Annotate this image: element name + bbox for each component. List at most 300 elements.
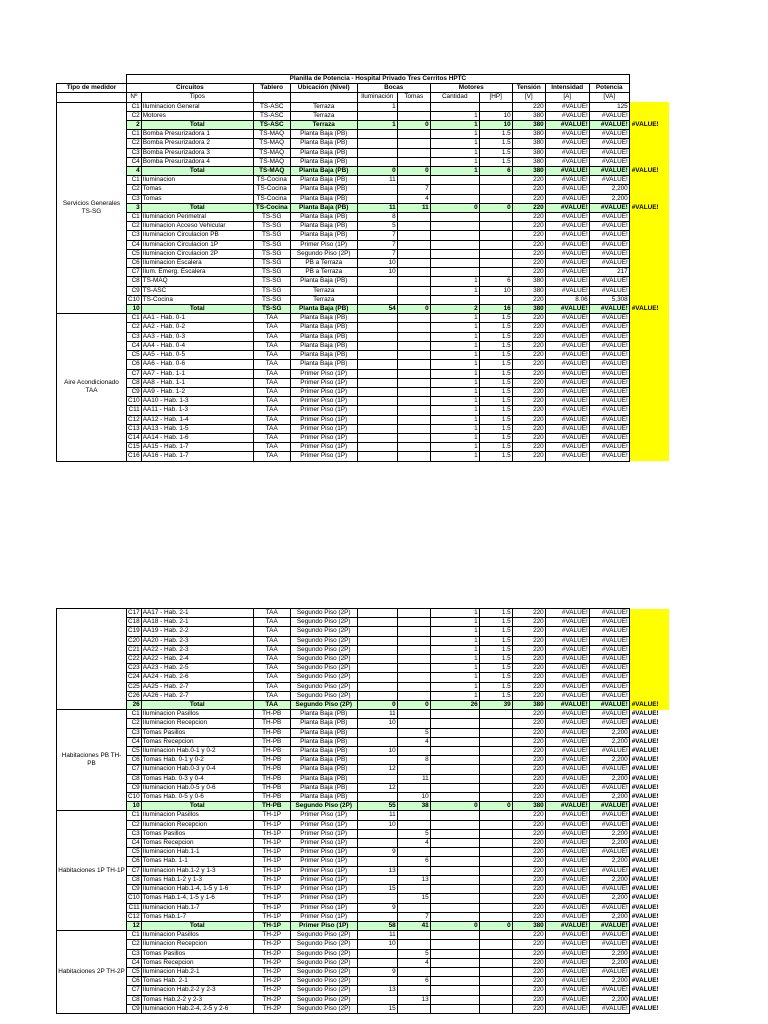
motor-count-cell: [430, 222, 479, 231]
panel-cell: TH-1P: [253, 839, 290, 848]
circuit-type-cell: Tomas Recepcion: [141, 958, 253, 967]
power-outlets-cell: [397, 231, 430, 240]
panel-cell: TH-PB: [253, 765, 290, 774]
current-cell: #VALUE!: [545, 360, 589, 369]
location-cell: Primer Piso (1P): [290, 240, 357, 249]
power-outlets-cell: [397, 406, 430, 415]
motor-hp-cell: 1.5: [479, 406, 512, 415]
motor-hp-cell: [479, 728, 512, 737]
motor-hp-cell: 1.5: [479, 673, 512, 682]
panel-cell: TS-SG: [253, 268, 290, 277]
location-cell: Planta Baja (PB): [290, 710, 357, 719]
voltage-cell: 220: [512, 682, 545, 691]
circuit-number-cell: 3: [127, 203, 142, 212]
lighting-outlets-cell: [357, 406, 397, 415]
motor-hp-cell: [479, 747, 512, 756]
motor-hp-cell: [479, 710, 512, 719]
lighting-outlets-cell: 7: [357, 249, 397, 258]
power-outlets-cell: [397, 811, 430, 820]
panel-cell: TH-2P: [253, 986, 290, 995]
current-cell: #VALUE!: [545, 940, 589, 949]
circuit-number-cell: C18: [128, 618, 140, 626]
circuit-type-cell: AA14 - Hab. 1-6: [141, 433, 253, 442]
circuit-number-cell: C9: [127, 885, 142, 894]
motor-hp-cell: [479, 793, 512, 802]
motor-count-cell: [430, 793, 479, 802]
table-row: [57, 839, 670, 848]
subheader-tomas: Tomas: [397, 93, 430, 102]
lighting-outlets-cell: [357, 148, 397, 157]
power-outlets-cell: [397, 885, 430, 894]
circuit-type-cell: AA24 - Hab. 2-6: [141, 673, 253, 682]
panel-cell: TH-PB: [253, 737, 290, 746]
subheader-v: [V]: [512, 93, 545, 102]
circuit-number-cell: C8: [127, 774, 142, 783]
power-outlets-cell: [397, 387, 430, 396]
panel-cell: TH-1P: [253, 921, 290, 930]
lighting-outlets-cell: [357, 839, 397, 848]
table-row: [57, 378, 670, 387]
panel-cell: TAA: [253, 655, 290, 664]
motor-hp-cell: [479, 737, 512, 746]
voltage-cell: 220: [512, 977, 545, 986]
voltage-cell: 220: [512, 811, 545, 820]
circuit-type-cell: AA10 - Hab. 1-3: [141, 397, 253, 406]
table-row: [57, 424, 670, 433]
circuit-number-cell: C4: [127, 157, 142, 166]
voltage-cell: 380: [512, 157, 545, 166]
motor-count-cell: 1: [430, 341, 479, 350]
circuit-type-cell: Iluminacion Recepcion: [141, 719, 253, 728]
voltage-cell: 220: [512, 627, 545, 636]
table-row: [57, 949, 670, 958]
power-outlets-cell: [397, 424, 430, 433]
power-cell: 2,200: [589, 912, 629, 921]
power-cell: 5,308: [589, 295, 629, 304]
power-outlets-cell: 7: [397, 912, 430, 921]
panel-cell: TAA: [253, 332, 290, 341]
overflow-value-cell: #VALUE!: [631, 756, 659, 764]
motor-count-cell: [430, 737, 479, 746]
current-cell: #VALUE!: [545, 609, 589, 618]
overflow-value-cell: [629, 295, 669, 304]
circuit-type-cell: AA11 - Hab. 1-3: [141, 406, 253, 415]
location-cell: Segundo Piso (2P): [290, 977, 357, 986]
circuit-type-cell: AA18 - Hab. 2-1: [141, 618, 253, 627]
panel-cell: TS-Cocina: [253, 176, 290, 185]
voltage-cell: 380: [512, 802, 545, 811]
circuit-type-cell: AA25 - Hab. 2-7: [141, 682, 253, 691]
circuit-number-cell: C14: [128, 433, 140, 441]
circuit-type-cell: Iluminacion Hab.0-3 y 0-4: [141, 765, 253, 774]
location-cell: Planta Baja (PB): [290, 277, 357, 286]
power-outlets-cell: 5: [397, 829, 430, 838]
lighting-outlets-cell: 9: [357, 967, 397, 976]
motor-count-cell: [430, 986, 479, 995]
location-cell: Primer Piso (1P): [290, 811, 357, 820]
current-cell: #VALUE!: [545, 194, 589, 203]
lighting-outlets-cell: 0: [357, 167, 397, 176]
voltage-cell: 220: [512, 194, 545, 203]
table-row: [57, 130, 670, 139]
power-outlets-cell: 8: [397, 756, 430, 765]
power-cell: #VALUE!: [589, 121, 629, 130]
motor-hp-cell: [479, 829, 512, 838]
motor-count-cell: 1: [430, 618, 479, 627]
circuit-number-cell: C2: [127, 111, 142, 120]
circuit-number-cell: C11: [128, 406, 140, 414]
voltage-cell: 220: [512, 958, 545, 967]
circuit-number-cell: C26: [128, 691, 140, 699]
motor-count-cell: 26: [430, 701, 479, 710]
current-cell: #VALUE!: [545, 323, 589, 332]
location-cell: Terraza: [290, 111, 357, 120]
motor-hp-cell: [479, 185, 512, 194]
motor-hp-cell: [479, 811, 512, 820]
motor-count-cell: 1: [430, 452, 479, 461]
overflow-value-cell: [629, 636, 669, 645]
motor-count-cell: [430, 728, 479, 737]
location-cell: Planta Baja (PB): [290, 360, 357, 369]
location-cell: Primer Piso (1P): [290, 921, 357, 930]
motor-hp-cell: 1.5: [479, 415, 512, 424]
panel-cell: TH-2P: [253, 958, 290, 967]
motor-hp-cell: 1.5: [479, 378, 512, 387]
lighting-outlets-cell: 10: [357, 820, 397, 829]
motor-hp-cell: [479, 875, 512, 884]
circuit-number-cell: 26: [127, 701, 142, 710]
motor-hp-cell: [479, 885, 512, 894]
power-cell: #VALUE!: [589, 848, 629, 857]
power-cell: #VALUE!: [589, 157, 629, 166]
power-cell: #VALUE!: [589, 148, 629, 157]
location-cell: Primer Piso (1P): [290, 406, 357, 415]
lighting-outlets-cell: 58: [357, 921, 397, 930]
lighting-outlets-cell: [357, 194, 397, 203]
overflow-value-cell: [629, 213, 669, 222]
motor-hp-cell: 1.5: [479, 341, 512, 350]
lighting-outlets-cell: [357, 443, 397, 452]
voltage-cell: 220: [512, 774, 545, 783]
power-outlets-cell: [397, 452, 430, 461]
panel-cell: TAA: [253, 323, 290, 332]
panel-cell: TH-PB: [253, 774, 290, 783]
lighting-outlets-cell: [357, 277, 397, 286]
power-cell: #VALUE!: [589, 213, 629, 222]
power-outlets-cell: [397, 609, 430, 618]
motor-count-cell: 0: [430, 921, 479, 930]
overflow-value-cell: #VALUE!: [631, 949, 659, 957]
power-cell: 2,200: [589, 839, 629, 848]
lighting-outlets-cell: 55: [357, 802, 397, 811]
location-cell: Primer Piso (1P): [290, 387, 357, 396]
current-cell: #VALUE!: [545, 931, 589, 940]
table-row: [57, 894, 670, 903]
current-cell: #VALUE!: [545, 783, 589, 792]
overflow-value-cell: [629, 433, 669, 442]
motor-hp-cell: 1.5: [479, 424, 512, 433]
header-tension: Tensión: [512, 84, 545, 93]
table-row: [57, 940, 670, 949]
circuit-number-cell: C5: [127, 967, 142, 976]
panel-cell: TAA: [253, 452, 290, 461]
motor-hp-cell: 1.5: [479, 360, 512, 369]
table-row: [57, 351, 670, 360]
motor-count-cell: 1: [430, 664, 479, 673]
power-cell: 2,200: [589, 958, 629, 967]
overflow-value-cell: [629, 130, 669, 139]
location-cell: Planta Baja (PB): [290, 719, 357, 728]
table-row: [57, 931, 670, 940]
circuit-type-cell: TS-Cocina: [141, 295, 253, 304]
overflow-value-cell: [629, 415, 669, 424]
circuit-type-cell: TS-MAQ: [141, 277, 253, 286]
circuit-type-cell: Iluminacion Circulacion 2P: [141, 249, 253, 258]
circuit-type-cell: Tomas Pasillos: [141, 949, 253, 958]
power-outlets-cell: [397, 986, 430, 995]
current-cell: #VALUE!: [545, 148, 589, 157]
current-cell: #VALUE!: [545, 314, 589, 323]
circuit-type-cell: Iluminacion Pasillos: [141, 710, 253, 719]
panel-cell: TAA: [253, 424, 290, 433]
current-cell: #VALUE!: [545, 728, 589, 737]
circuit-number-cell: C3: [127, 949, 142, 958]
power-cell: #VALUE!: [589, 332, 629, 341]
lighting-outlets-cell: [357, 332, 397, 341]
lighting-outlets-cell: [357, 378, 397, 387]
current-cell: #VALUE!: [545, 415, 589, 424]
voltage-cell: 220: [512, 636, 545, 645]
table-row: [57, 222, 670, 231]
motor-hp-cell: [479, 995, 512, 1004]
power-outlets-cell: [397, 848, 430, 857]
motor-count-cell: [430, 747, 479, 756]
header-ubicacion: Ubicación (Nivel): [290, 84, 357, 93]
voltage-cell: 220: [512, 783, 545, 792]
location-cell: Planta Baja (PB): [290, 783, 357, 792]
overflow-value-cell: #VALUE!: [631, 977, 659, 985]
current-cell: #VALUE!: [545, 341, 589, 350]
motor-count-cell: 1: [430, 351, 479, 360]
lighting-outlets-cell: [357, 673, 397, 682]
circuit-number-cell: C24: [128, 673, 140, 681]
voltage-cell: 220: [512, 102, 545, 111]
total-row: [57, 167, 670, 176]
table-row: [57, 793, 670, 802]
table-row: [57, 728, 670, 737]
motor-count-cell: [430, 866, 479, 875]
panel-cell: TS-MAQ: [253, 130, 290, 139]
location-cell: Segundo Piso (2P): [290, 636, 357, 645]
lighting-outlets-cell: [357, 774, 397, 783]
table-row: [57, 618, 670, 627]
circuit-type-cell: Iluminacion Circulacion 1P: [141, 240, 253, 249]
overflow-value-cell: #VALUE!: [631, 866, 659, 874]
location-cell: Planta Baja (PB): [290, 351, 357, 360]
circuit-number-cell: C2: [127, 820, 142, 829]
motor-count-cell: 1: [430, 121, 479, 130]
table-row: [57, 295, 670, 304]
lighting-outlets-cell: 9: [357, 848, 397, 857]
location-cell: Planta Baja (PB): [290, 185, 357, 194]
power-outlets-cell: [397, 139, 430, 148]
motor-hp-cell: 6: [479, 277, 512, 286]
table-row: [57, 157, 670, 166]
panel-cell: TS-SG: [253, 277, 290, 286]
location-cell: PB a Terraza: [290, 259, 357, 268]
panel-cell: TH-2P: [253, 1004, 290, 1013]
circuit-type-cell: AA13 - Hab. 1-5: [141, 424, 253, 433]
overflow-value-cell: [629, 609, 669, 618]
circuit-type-cell: Iluminacion Pasillos: [141, 811, 253, 820]
overflow-value-cell: #VALUE!: [631, 894, 659, 902]
lighting-outlets-cell: [357, 793, 397, 802]
power-cell: #VALUE!: [589, 341, 629, 350]
current-cell: #VALUE!: [545, 820, 589, 829]
power-cell: #VALUE!: [589, 387, 629, 396]
location-cell: Planta Baja (PB): [290, 139, 357, 148]
motor-hp-cell: [479, 213, 512, 222]
lighting-outlets-cell: [357, 609, 397, 618]
motor-count-cell: 1: [430, 609, 479, 618]
current-cell: #VALUE!: [545, 664, 589, 673]
overflow-value-cell: [629, 406, 669, 415]
power-cell: #VALUE!: [589, 719, 629, 728]
lighting-outlets-cell: 9: [357, 903, 397, 912]
overflow-value-cell: [629, 240, 669, 249]
motor-count-cell: 0: [430, 203, 479, 212]
current-cell: #VALUE!: [545, 213, 589, 222]
lighting-outlets-cell: [357, 756, 397, 765]
circuit-type-cell: Tomas Pasillos: [141, 829, 253, 838]
header-intensidad: Intensidad: [545, 84, 589, 93]
circuit-type-cell: Total: [141, 305, 253, 314]
circuit-type-cell: AA12 - Hab. 1-4: [141, 415, 253, 424]
motor-count-cell: [430, 912, 479, 921]
motor-hp-cell: 16: [479, 305, 512, 314]
total-row: [57, 802, 670, 811]
current-cell: #VALUE!: [545, 277, 589, 286]
location-cell: Planta Baja (PB): [290, 332, 357, 341]
motor-count-cell: 1: [430, 148, 479, 157]
panel-cell: TH-2P: [253, 995, 290, 1004]
motor-hp-cell: [479, 912, 512, 921]
location-cell: Segundo Piso (2P): [290, 802, 357, 811]
panel-cell: TS-Cocina: [253, 203, 290, 212]
lighting-outlets-cell: 10: [357, 719, 397, 728]
table-row: [57, 682, 670, 691]
circuit-type-cell: AA7 - Hab. 1-1: [141, 369, 253, 378]
voltage-cell: 220: [512, 691, 545, 700]
lighting-outlets-cell: 11: [357, 176, 397, 185]
panel-cell: TH-2P: [253, 967, 290, 976]
circuit-number-cell: C17: [128, 609, 140, 616]
motor-hp-cell: 1.5: [479, 139, 512, 148]
overflow-value-cell: [629, 148, 669, 157]
power-outlets-cell: [397, 341, 430, 350]
circuit-number-cell: C1: [127, 176, 142, 185]
panel-cell: TS-Cocina: [253, 185, 290, 194]
location-cell: Segundo Piso (2P): [290, 940, 357, 949]
overflow-value-cell: [629, 157, 669, 166]
panel-cell: TH-1P: [253, 829, 290, 838]
panel-cell: TS-SG: [253, 231, 290, 240]
circuit-number-cell: C8: [127, 875, 142, 884]
overflow-value-cell: [629, 645, 669, 654]
power-outlets-cell: 10: [397, 793, 430, 802]
motor-count-cell: [430, 949, 479, 958]
power-outlets-cell: 5: [397, 728, 430, 737]
overflow-value-cell: #VALUE!: [631, 710, 659, 718]
overflow-value-cell: [629, 691, 669, 700]
panel-cell: TAA: [253, 691, 290, 700]
current-cell: #VALUE!: [545, 885, 589, 894]
table-row: [57, 259, 670, 268]
subheader-va: [VA]: [589, 93, 629, 102]
power-cell: 217: [589, 268, 629, 277]
location-cell: Primer Piso (1P): [290, 397, 357, 406]
location-cell: Planta Baja (PB): [290, 148, 357, 157]
motor-count-cell: [430, 995, 479, 1004]
motor-hp-cell: 1.5: [479, 636, 512, 645]
motor-hp-cell: 1.5: [479, 351, 512, 360]
power-outlets-cell: [397, 351, 430, 360]
table-row: [57, 875, 670, 884]
power-cell: #VALUE!: [589, 360, 629, 369]
power-outlets-cell: 11: [397, 203, 430, 212]
voltage-cell: 220: [512, 424, 545, 433]
power-cell: #VALUE!: [589, 655, 629, 664]
voltage-cell: 220: [512, 645, 545, 654]
panel-cell: TH-2P: [253, 940, 290, 949]
location-cell: Planta Baja (PB): [290, 765, 357, 774]
circuit-type-cell: Tomas Hab. 0-1 y 0-2: [141, 756, 253, 765]
panel-cell: TH-1P: [253, 866, 290, 875]
current-cell: #VALUE!: [545, 378, 589, 387]
power-cell: #VALUE!: [589, 111, 629, 120]
lighting-outlets-cell: 0: [357, 701, 397, 710]
current-cell: #VALUE!: [545, 424, 589, 433]
circuit-number-cell: C1: [127, 130, 142, 139]
current-cell: #VALUE!: [545, 839, 589, 848]
current-cell: #VALUE!: [545, 747, 589, 756]
voltage-cell: 220: [512, 249, 545, 258]
table-row: [57, 443, 670, 452]
circuit-type-cell: Tomas Hab. 2-1: [141, 977, 253, 986]
lighting-outlets-cell: 12: [357, 765, 397, 774]
motor-count-cell: 1: [430, 443, 479, 452]
power-cell: #VALUE!: [589, 443, 629, 452]
location-cell: PB a Terraza: [290, 268, 357, 277]
circuit-number-cell: C3: [127, 728, 142, 737]
circuit-number-cell: C3: [127, 332, 142, 341]
table-row: [57, 765, 670, 774]
motor-count-cell: [430, 967, 479, 976]
motor-count-cell: 1: [430, 323, 479, 332]
overflow-value-cell: #VALUE!: [631, 1004, 659, 1012]
location-cell: Planta Baja (PB): [290, 130, 357, 139]
location-cell: Planta Baja (PB): [290, 213, 357, 222]
circuit-number-cell: C4: [127, 737, 142, 746]
panel-cell: TS-SG: [253, 305, 290, 314]
power-cell: #VALUE!: [589, 167, 629, 176]
panel-cell: TH-2P: [253, 977, 290, 986]
lighting-outlets-cell: [357, 645, 397, 654]
current-cell: #VALUE!: [545, 259, 589, 268]
voltage-cell: 220: [512, 351, 545, 360]
power-outlets-cell: [397, 433, 430, 442]
voltage-cell: 220: [512, 903, 545, 912]
